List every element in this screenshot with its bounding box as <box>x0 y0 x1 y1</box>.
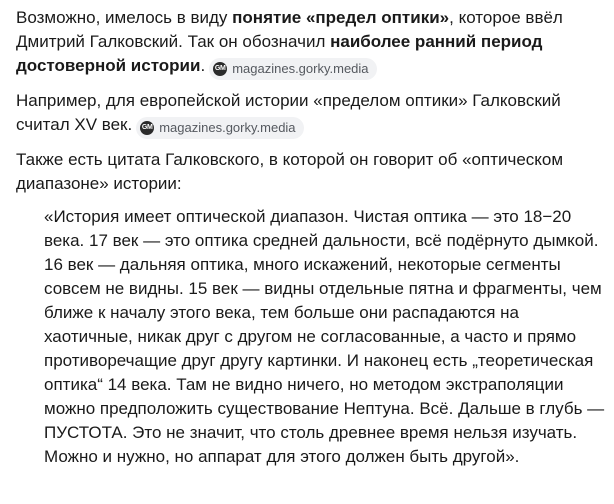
p1-text-3: . <box>200 56 206 75</box>
quote-block: «История имеет оптической диапазон. Чистая оптика — это 18−20 века. 17 век — это оптика средней дальности, всё подёрнуто дымкой. 16 век — дальняя оптика, много искажений, некоторые сегменты совсем не видны. 15 век — видны отдельные пятна и фрагменты, чем ближе к началу этого века, тем больше они распадаются на хаотичные, никак друг с другом не согласованные, а часто и прямо противоречащие друг другу картинки. И наконец есть „теоретическая оптика“ 14 века. Там не видно ничего, но методом экстраполяции можно предположить существование Нептуна. Всё. Дальше в глубь — ПУСТОТА. Это не значит, что столь древнее время нельзя изучать. Можно и нужно, но аппарат для этого должен быть другой». <box>44 207 605 466</box>
source-favicon-icon: GM <box>213 62 227 76</box>
source-link-2[interactable] <box>136 117 303 139</box>
paragraph-2 <box>16 89 606 139</box>
p1-bold-definition: наиболее ранний период достоверной истории <box>16 32 543 75</box>
source-favicon-icon: GM <box>140 121 154 135</box>
p3-text: Также есть цитата Галковского, в которой он говорит об «оптическом диапазоне» истории: <box>16 150 564 193</box>
paragraph-3 <box>16 148 606 196</box>
p1-bold-term: понятие «предел оптики» <box>232 8 450 27</box>
paragraph-1 <box>16 6 606 80</box>
p1-text-2: , которое ввёл Дмитрий Галковский. Так он обозначил <box>16 8 563 51</box>
source-label: magazines.gorky.media <box>232 61 369 76</box>
p1-text-1: Возможно, имелось в виду <box>16 8 233 27</box>
source-label: magazines.gorky.media <box>159 120 296 135</box>
source-link-1[interactable] <box>209 58 376 80</box>
p2-text: Например, для европейской истории «пределом оптики» Галковский считал XV век. <box>16 91 561 134</box>
